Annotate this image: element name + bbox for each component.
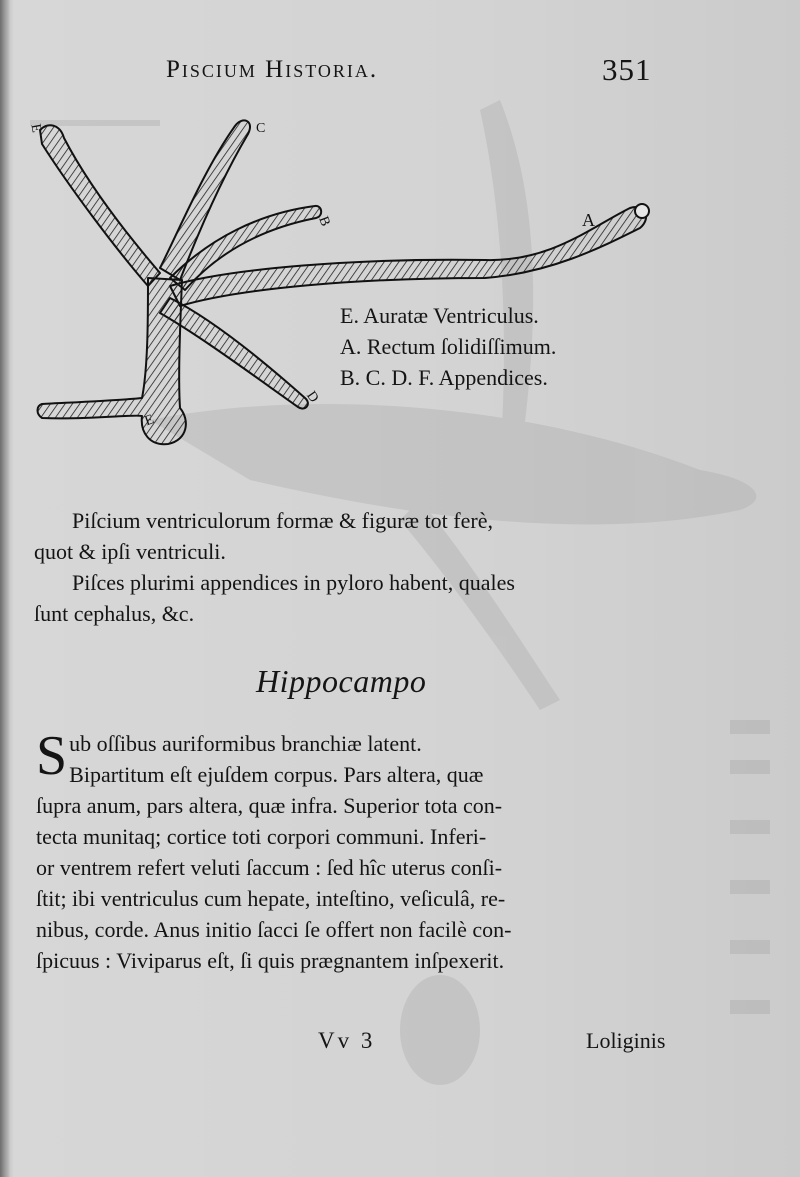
signature-mark: Vv 3 (318, 1028, 376, 1053)
text-line: ſtit; ibi ventriculus cum hepate, inteſtino, veſiculâ, re- (36, 886, 506, 911)
page-header (0, 52, 800, 92)
binding-gutter (0, 0, 10, 1177)
text-line: ſunt cephalus, &c. (34, 601, 195, 626)
figure-legend (340, 300, 670, 393)
page-number: 351 (602, 52, 652, 87)
text-line: tecta munitaq; cortice toti corpori communi. Inferi- (36, 824, 487, 849)
legend-line: B. C. D. F. Appendices. (340, 365, 548, 390)
text-line: ub oſſibus auriformibus branchiæ latent. (69, 731, 422, 756)
stomach-appendices-illustration (27, 108, 680, 458)
label-e-top: E (27, 122, 44, 134)
paragraph-hippocampus (36, 725, 686, 976)
catchword: Loliginis (586, 1028, 666, 1053)
text-line: Piſces plurimi appendices in pyloro habent, quales (72, 570, 515, 595)
section-heading: Hippocampo (256, 663, 427, 699)
paragraph-ventricles (34, 505, 682, 567)
legend-line: E. Auratæ Ventriculus. (340, 303, 539, 328)
paragraph-appendices (34, 567, 682, 629)
label-b: B (315, 214, 333, 229)
label-a: A (582, 210, 595, 230)
text-line: ſupra anum, pars altera, quæ infra. Superior tota con- (36, 793, 503, 818)
page-footer (0, 1025, 800, 1065)
label-c: C (256, 121, 266, 136)
text-line: quot & ipſi ventriculi. (34, 539, 226, 564)
label-e-bottom: E (142, 412, 157, 430)
drop-cap: S (36, 725, 68, 787)
text-line: Bipartitum eſt ejuſdem corpus. Pars altera, quæ (69, 762, 484, 787)
label-d: D (303, 388, 322, 406)
text-line: Piſcium ventriculorum formæ & figuræ tot ferè, (72, 508, 493, 533)
legend-line: A. Rectum ſolidiſſimum. (340, 334, 557, 359)
text-line: nibus, corde. Anus initio ſacci ſe offert non facilè con- (36, 917, 512, 942)
running-head: Piscium Historia. (166, 56, 379, 83)
text-line: or ventrem refert veluti ſaccum : ſed hîc uterus conſi- (36, 855, 503, 880)
text-line: ſpicuus : Viviparus eſt, ſi quis prægnantem inſpexerit. (36, 948, 505, 973)
